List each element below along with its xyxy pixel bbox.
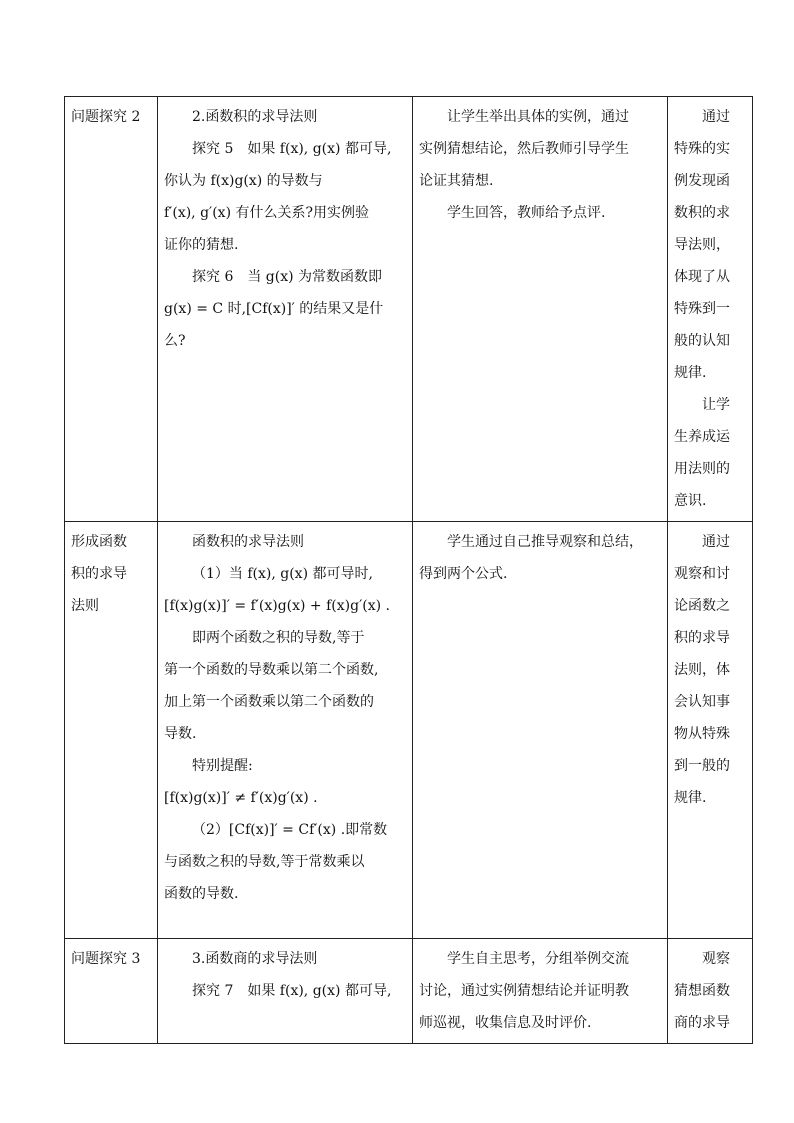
- intent-line: 导法则，: [674, 237, 730, 253]
- activity-line: 让学生举出具体的实例，通过: [447, 109, 629, 125]
- intent-line: 般的认知: [674, 333, 730, 349]
- intent-line: 规律.: [674, 365, 707, 381]
- content-line: 与函数之积的导数,等于常数乘以: [164, 854, 365, 870]
- intent-line: 让学: [702, 397, 730, 413]
- content-line: 特别提醒:: [192, 758, 253, 774]
- stage-cell: [65, 97, 158, 522]
- intent-line: 物从特殊: [674, 726, 730, 742]
- intent-line: 到一般的: [674, 758, 730, 774]
- content-line: 么?: [164, 333, 186, 349]
- content-line: （1）当 f(x), g(x) 都可导时,: [192, 566, 373, 582]
- activity-line: 得到两个公式.: [419, 566, 508, 582]
- intent-line: 意识.: [674, 493, 707, 509]
- intent-line: 会认知事: [674, 694, 730, 710]
- stage-label: 问题探究 2: [71, 109, 141, 125]
- content-line: 即两个函数之积的导数,等于: [192, 630, 365, 646]
- intent-line: 通过: [702, 534, 730, 550]
- activity-cell: [413, 97, 668, 522]
- section-heading: 函数积的求导法则: [192, 534, 304, 550]
- content-line: 探究 5 如果 f(x), g(x) 都可导,: [192, 141, 392, 157]
- intent-line: 规律.: [674, 790, 707, 806]
- activity-cell: [413, 939, 668, 1044]
- stage-cell: [65, 522, 158, 939]
- intent-line: 观察: [702, 951, 730, 967]
- activity-line: 学生回答，教师给予点评.: [447, 205, 606, 221]
- content-line: f′(x), g′(x) 有什么关系?用实例验: [164, 205, 369, 221]
- section-heading: 3.函数商的求导法则: [192, 951, 318, 967]
- formula-warning: [f(x)g(x)]′ ≠ f′(x)g′(x) .: [164, 790, 318, 806]
- activity-line: 学生通过自己推导观察和总结，: [447, 534, 643, 550]
- intent-line: 法则，体: [674, 662, 730, 678]
- section-heading: 2.函数积的求导法则: [192, 109, 318, 125]
- formula-product-rule: [f(x)g(x)]′ = f′(x)g(x) + f(x)g′(x) .: [164, 598, 390, 614]
- content-cell: [158, 522, 413, 939]
- content-line: 导数.: [164, 726, 197, 742]
- activity-line: 论证其猜想.: [419, 173, 494, 189]
- intent-line: 商的求导: [674, 1015, 730, 1031]
- activity-line: 师巡视，收集信息及时评价.: [419, 1015, 592, 1031]
- content-line: 加上第一个函数乘以第二个函数的: [164, 694, 374, 710]
- intent-line: 积的求导: [674, 630, 730, 646]
- stage-label: 问题探究 3: [71, 951, 141, 967]
- content-line: 函数的导数.: [164, 886, 239, 902]
- content-line: 你认为 f(x)g(x) 的导数与: [164, 173, 323, 189]
- intent-line: 特殊的实: [674, 141, 730, 157]
- content-line: g(x) = C 时,[Cf(x)]′ 的结果又是什: [164, 301, 384, 317]
- intent-cell: [668, 522, 753, 939]
- intent-cell: [668, 939, 753, 1044]
- intent-line: 数积的求: [674, 205, 730, 221]
- intent-line: 观察和讨: [674, 566, 730, 582]
- intent-line: 生养成运: [674, 429, 730, 445]
- activity-line: 学生自主思考，分组举例交流: [447, 951, 629, 967]
- intent-line: 特殊到一: [674, 301, 730, 317]
- content-cell: [158, 939, 413, 1044]
- content-cell: [158, 97, 413, 522]
- intent-line: 通过: [702, 109, 730, 125]
- stage-cell: [65, 939, 158, 1044]
- intent-line: 猜想函数: [674, 983, 730, 999]
- lesson-table: [64, 96, 753, 1044]
- content-line: 证你的猜想.: [164, 237, 239, 253]
- table-row: [65, 522, 753, 939]
- stage-label: 法则: [71, 598, 99, 614]
- table-row: [65, 939, 753, 1044]
- table-row: [65, 97, 753, 522]
- stage-label: 形成函数: [71, 534, 127, 550]
- intent-line: 用法则的: [674, 461, 730, 477]
- intent-cell: [668, 97, 753, 522]
- activity-cell: [413, 522, 668, 939]
- intent-line: 论函数之: [674, 598, 730, 614]
- content-line: 探究 6 当 g(x) 为常数函数即: [192, 269, 383, 285]
- formula-constant-rule: （2）[Cf(x)]′ = Cf′(x) .即常数: [192, 822, 388, 838]
- activity-line: 讨论，通过实例猜想结论并证明教: [419, 983, 629, 999]
- stage-label: 积的求导: [71, 566, 127, 582]
- intent-line: 例发现函: [674, 173, 730, 189]
- content-line: 第一个函数的导数乘以第二个函数,: [164, 662, 379, 678]
- content-line: 探究 7 如果 f(x), g(x) 都可导,: [192, 983, 392, 999]
- intent-line: 体现了从: [674, 269, 730, 285]
- activity-line: 实例猜想结论，然后教师引导学生: [419, 141, 629, 157]
